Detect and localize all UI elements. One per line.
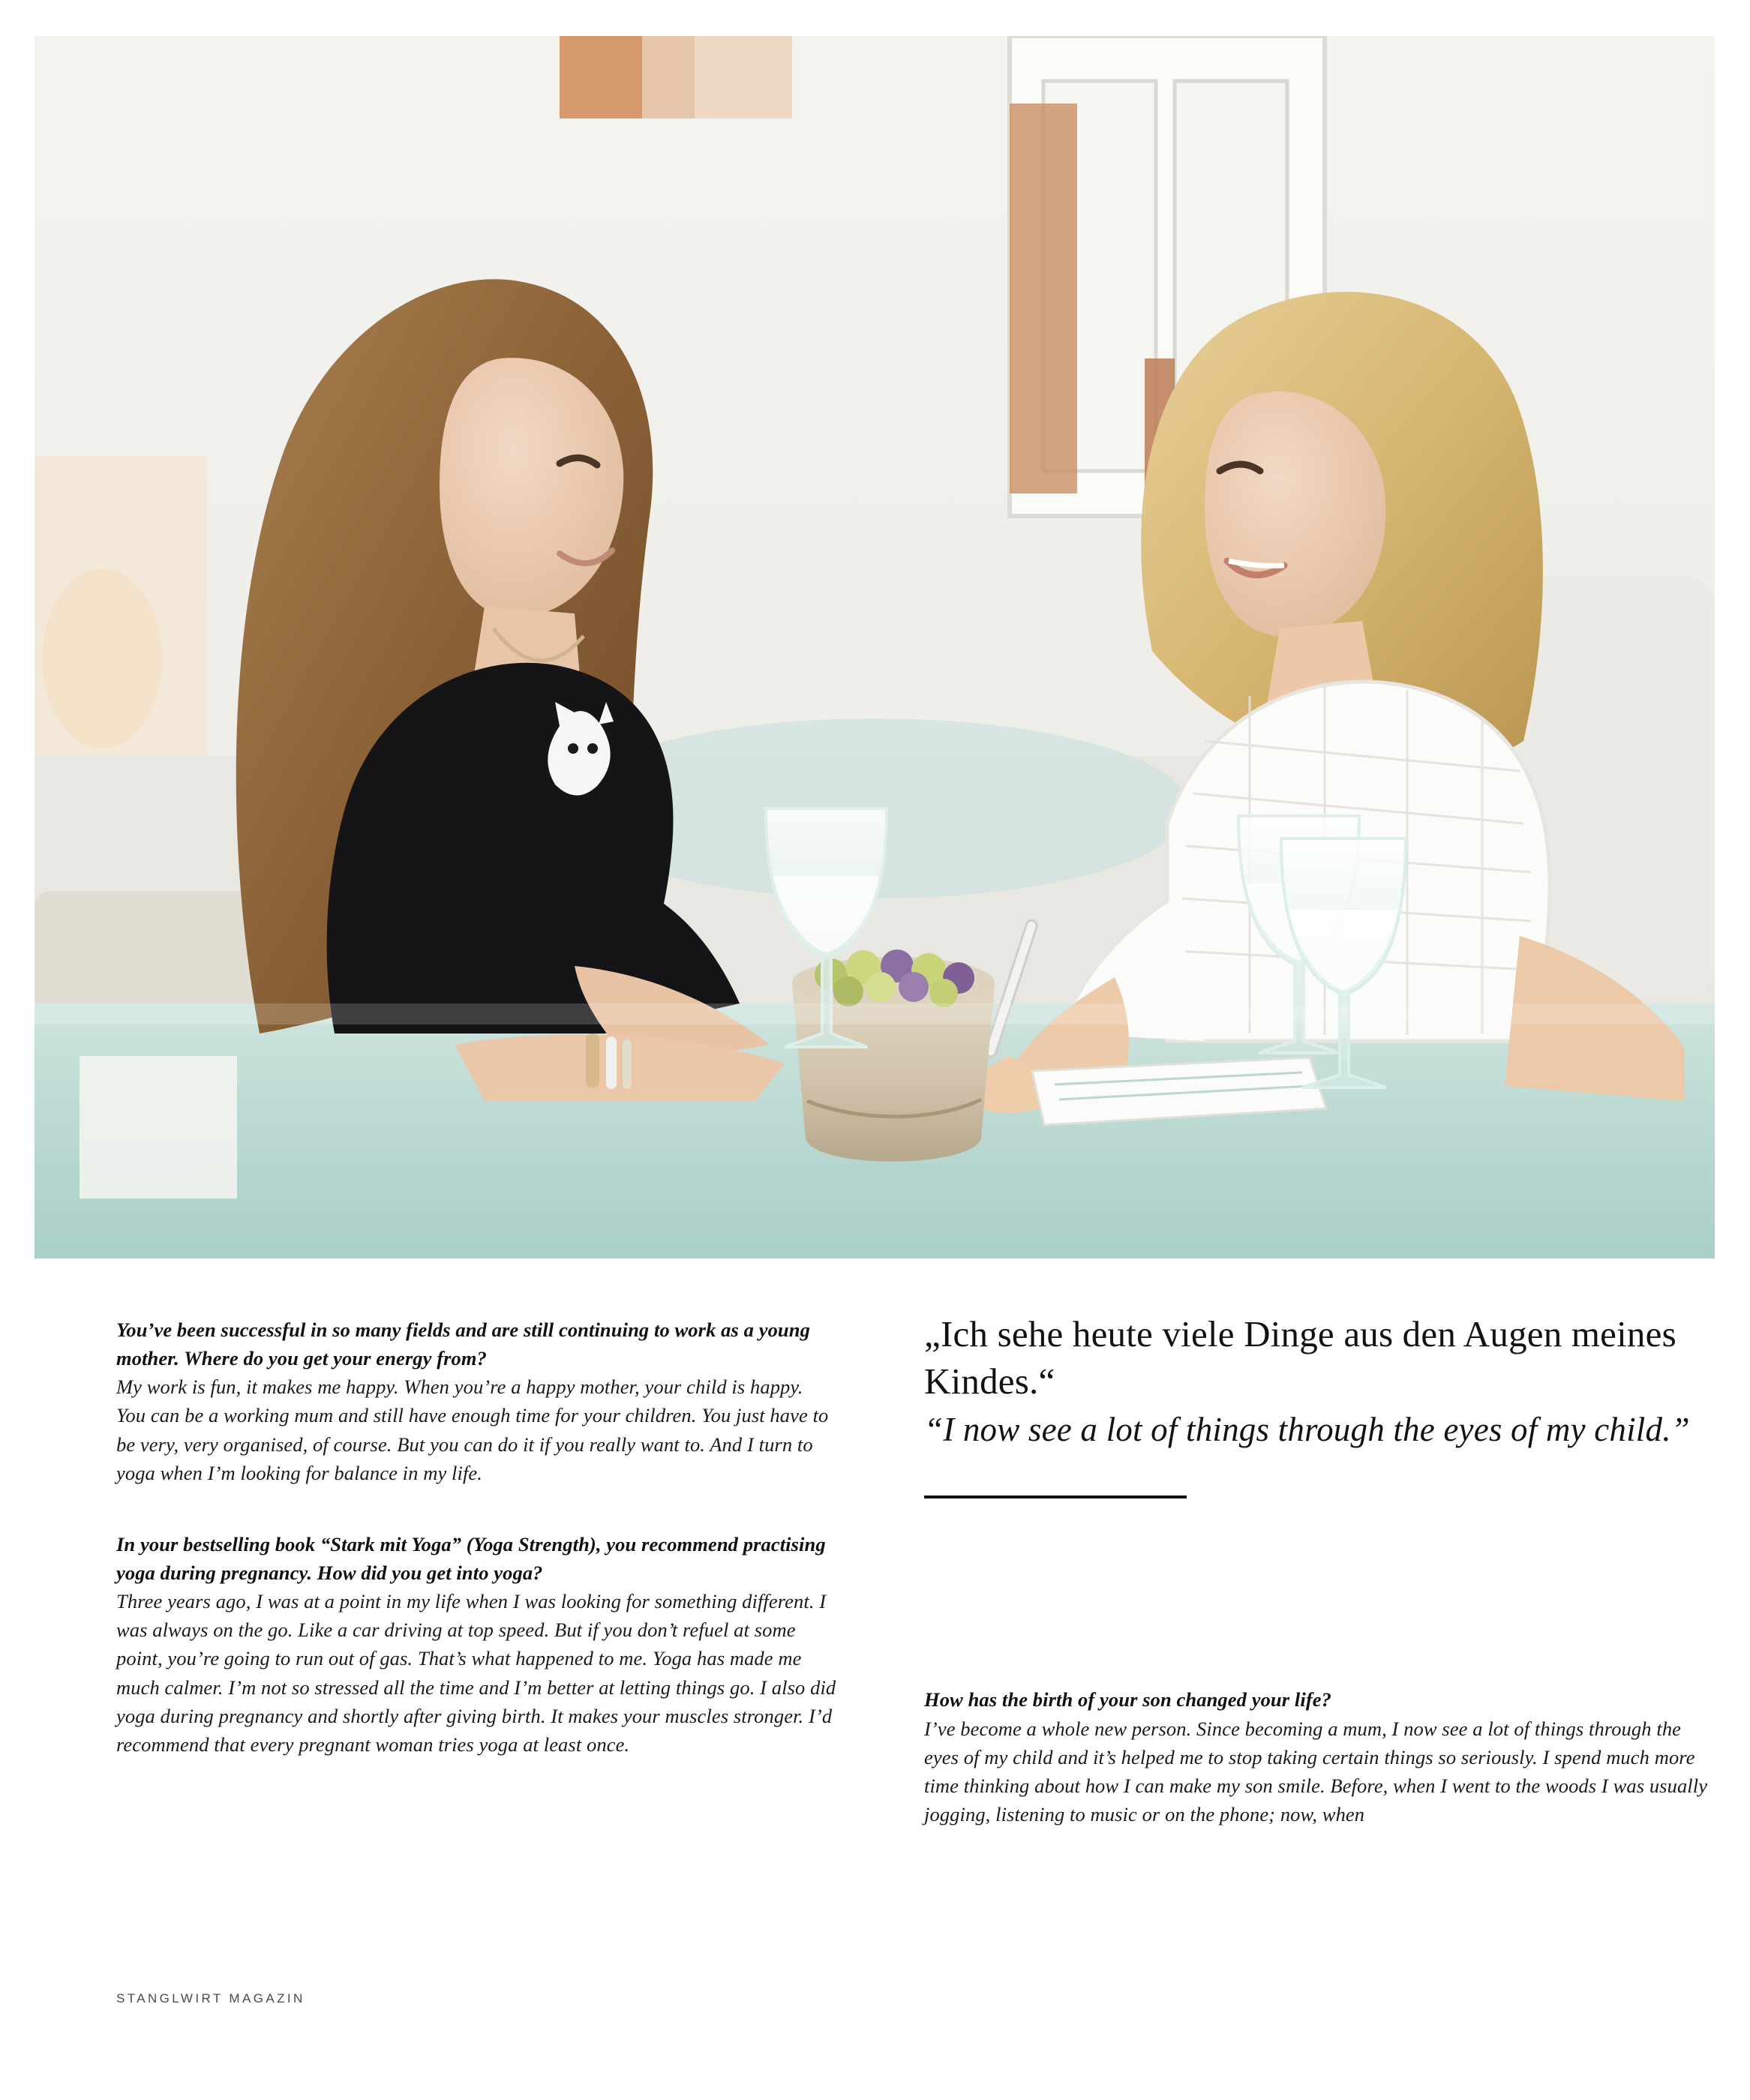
pull-quote-english: “I now see a lot of things through the eyes of my child.” bbox=[924, 1411, 1690, 1449]
answer-text: I’ve become a whole new person. Since becoming a mum, I now see a lot of things through the eyes of my child and it’s helped me to stop taking certain things so seriously. I spend much more time thinking about how I can make my son smile. Before, when I went to the woods I was usually jogging, listening to music or on the phone; now, when bbox=[924, 1717, 1708, 1826]
question-text: In your bestselling book “Stark mit Yoga” (Yoga Strength), you recommend practising yoga during pregnancy. How did you get into yoga? bbox=[116, 1532, 826, 1584]
pull-quote-german: „Ich sehe heute viele Dinge aus den Augen meines Kindes.“ bbox=[924, 1313, 1676, 1402]
left-text-column bbox=[116, 1316, 836, 1759]
answer-text: My work is fun, it makes me happy. When you’re a happy mother, your child is happy. You can be a working mum and still have enough time for your children. You just have to be very, very organised, of course. But you can do it if you really want to. And I turn to yoga when I’m looking for balance in my life. bbox=[116, 1376, 829, 1484]
photo-illustration bbox=[35, 36, 1715, 1258]
qa-block-2 bbox=[116, 1531, 836, 1759]
footer-magazine-name: STANGLWIRT MAGAZIN bbox=[116, 1991, 305, 2006]
answer-text: Three years ago, I was at a point in my life when I was looking for something different. I was always on the go. Like a car driving at top speed. But if you don’t refuel at some point, you’re going to run out of gas. That’s what happened to me. Yoga has made me much calmer. I’m not so stressed all the time and I’m better at letting things go. I also did yoga during pregnancy and shortly after giving birth. It makes your muscles stronger. I’d recommend that every pregnant woman tries yoga at least once. bbox=[116, 1590, 836, 1756]
pull-quote bbox=[924, 1311, 1715, 1498]
qa-block-3 bbox=[924, 1686, 1715, 1828]
article-photo bbox=[35, 36, 1715, 1258]
question-text: How has the birth of your son changed your life? bbox=[924, 1688, 1331, 1711]
qa-block-1 bbox=[116, 1316, 836, 1487]
pull-quote-rule bbox=[924, 1496, 1187, 1498]
right-text-column bbox=[924, 1311, 1715, 1828]
question-text: You’ve been successful in so many fields and are still continuing to work as a young mother. Where do you get your energy from? bbox=[116, 1318, 810, 1370]
